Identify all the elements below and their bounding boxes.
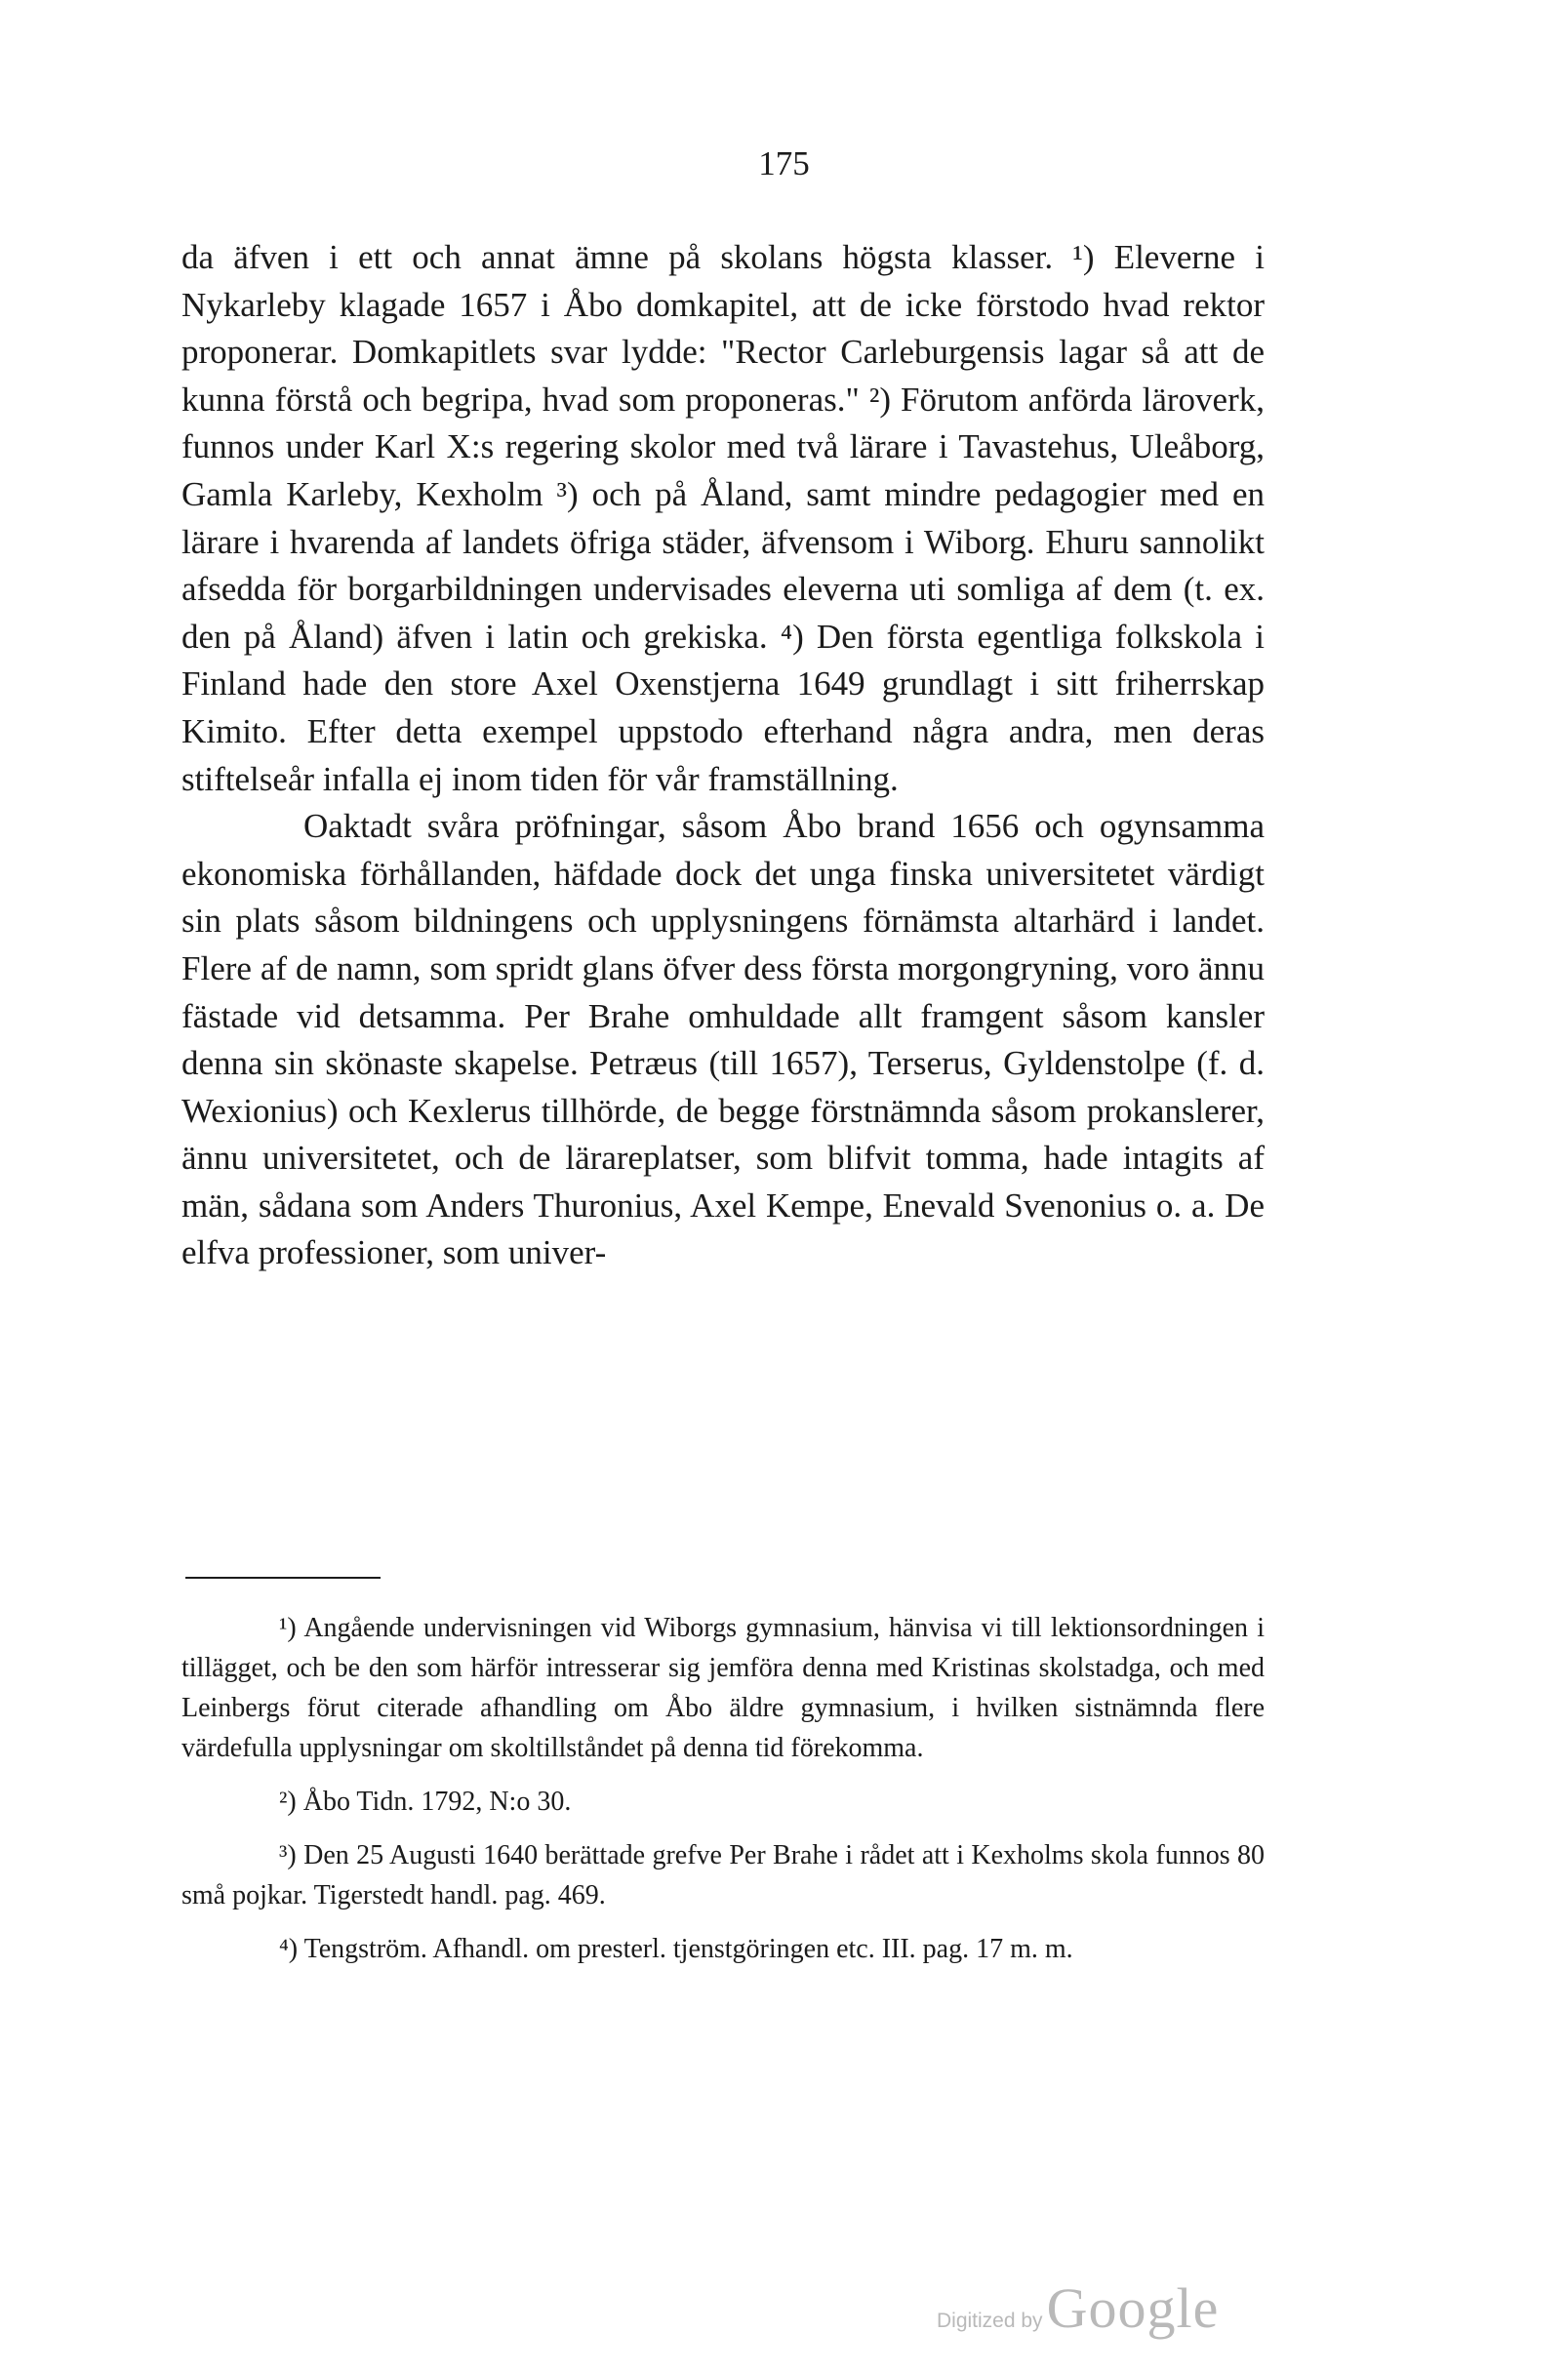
page-number: 175 bbox=[758, 144, 810, 182]
footnote-2: ²) Åbo Tidn. 1792, N:o 30. bbox=[279, 1787, 572, 1817]
footnotes bbox=[181, 1608, 1265, 1983]
footnote-divider bbox=[185, 1577, 381, 1579]
digitized-by-google-watermark bbox=[937, 2275, 1219, 2341]
footnote-1: ¹) Angående undervisningen vid Wiborgs gymnasium, hänvisa vi till lektionsordningen i tillägget, och be den som härför intresserar sig jemföra denna med Kristinas skolstadga, och med Leinbergs förut citerade afhandling om Åbo äldre gymnasium, i hvilken sistnämnda flere värdefulla upplysningar om skoltillståndet på denna tid förekomma. bbox=[181, 1613, 1265, 1763]
paragraph: Oaktadt svåra pröfningar, såsom Åbo brand 1656 och ogynsamma ekonomiska förhållanden, häfdade dock det unga finska universitetet värdigt sin plats såsom bildningens och upplysningens förnämsta altarhärd i landet. Flere af de namn, som spridt glans öfver dess första morgongryning, voro ännu fästade vid detsamma. Per Brahe omhuldade allt framgent såsom kansler denna sin skönaste skapelse. Petræus (till 1657), Terserus, Gyldenstolpe (f. d. Wexionius) och Kexlerus tillhörde, de begge förstnämnda såsom prokanslerer, ännu universitetet, och de lärareplatser, som blifvit tomma, hade intagits af män, sådana som Anders Thuronius, Axel Kempe, Enevald Svenonius o. a. De elfva professioner, som univer- bbox=[181, 807, 1265, 1272]
main-text bbox=[181, 234, 1265, 1277]
footnote-4: ⁴) Tengström. Afhandl. om presterl. tjenstgöringen etc. III. pag. 17 m. m. bbox=[279, 1934, 1073, 1964]
watermark-prefix: Digitized by bbox=[937, 2310, 1043, 2332]
footnote-3: ³) Den 25 Augusti 1640 berättade grefve Per Brahe i rådet att i Kexholms skola funnos 80 små pojkar. Tigerstedt handl. pag. 469. bbox=[181, 1840, 1265, 1910]
paragraph: da äfven i ett och annat ämne på skolans högsta klasser. ¹) Eleverne i Nykarleby klagade 1657 i Åbo domkapitel, att de icke förstodo hvad rektor proponerar. Domkapitlets svar lydde: "Rector Carleburgensis lagar så att de kunna förstå och begripa, hvad som proponeras." ²) Förutom anförda läroverk, funnos under Karl X:s regering skolor med två lärare i Tavastehus, Uleåborg, Gamla Karleby, Kexholm ³) och på Åland, samt mindre pedagogier med en lärare i hvarenda af landets öfriga städer, äfvensom i Wiborg. Ehuru sannolikt afsedda för borgarbildningen undervisades eleverna uti somliga af dem (t. ex. den på Åland) äfven i latin och grekiska. ⁴) Den första egentliga folkskola i Finland hade den store Axel Oxenstjerna 1649 grundlagt i sitt friherrskap Kimito. Efter detta exempel uppstodo efterhand några andra, men deras stiftelseår infalla ej inom tiden för vår framställning. bbox=[181, 238, 1265, 798]
watermark-brand: Google bbox=[1046, 2276, 1220, 2340]
